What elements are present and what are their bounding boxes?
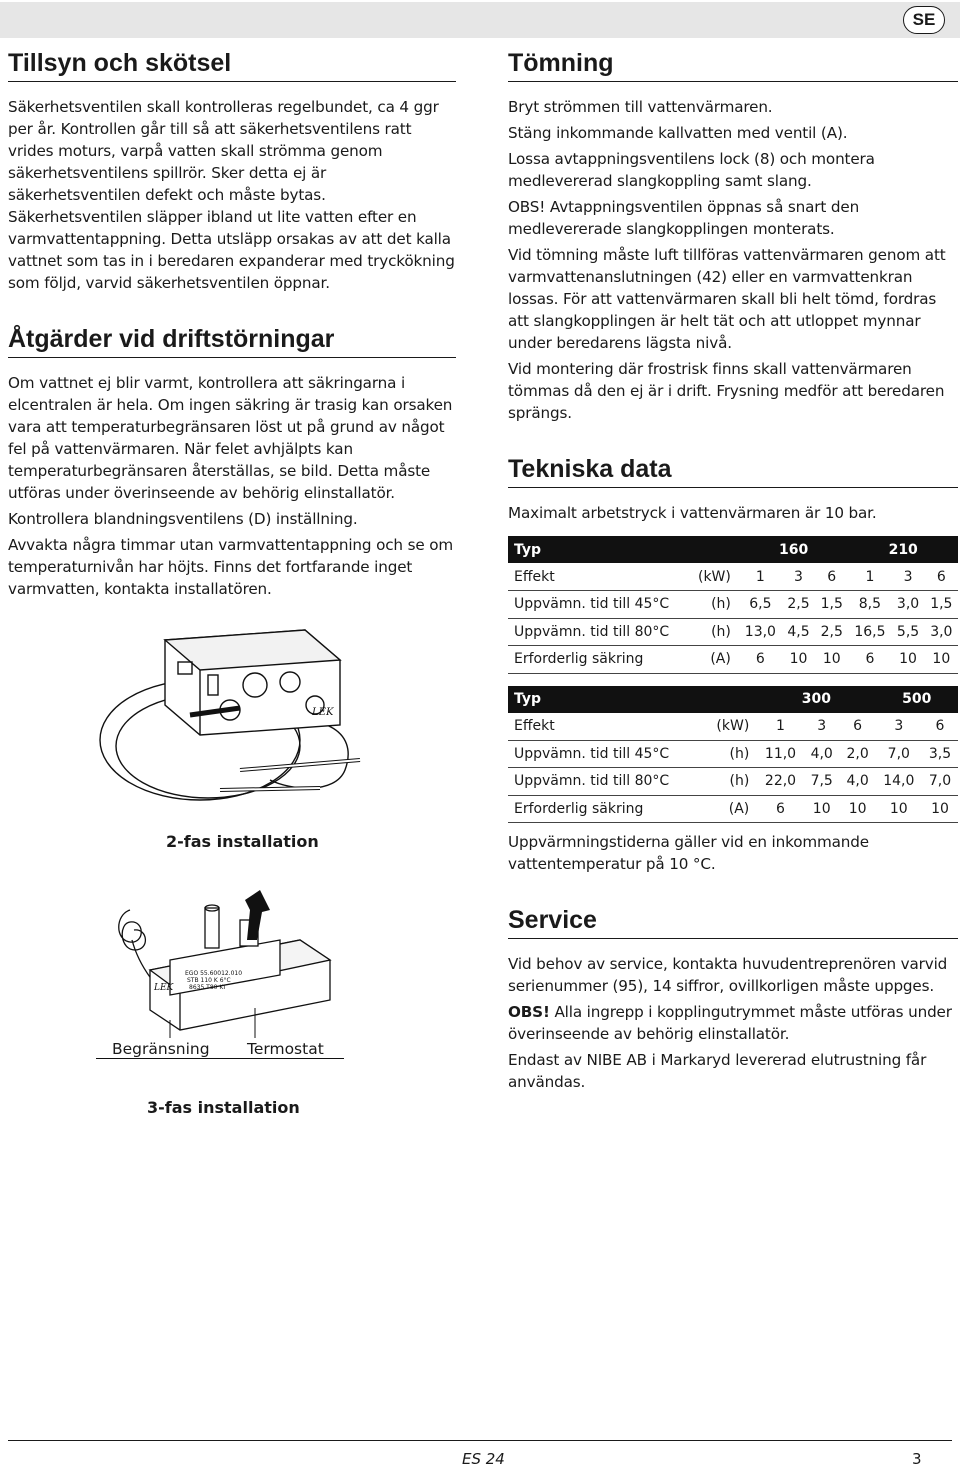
atgarder-paragraph-3: Avvakta några timmar utan varmvattentappning och se om temperaturnivån har höjts. Finns det fortfarande inget varmvatten, kontakta installatören.: [8, 536, 453, 598]
service-p2: [508, 1001, 958, 1045]
table-cell: 4,0: [804, 740, 840, 768]
table-cell: 16,5: [848, 618, 891, 646]
tomning-p2: Stäng inkommande kallvatten med ventil (A).: [508, 124, 848, 142]
section-title-tomning: Tömning: [508, 48, 958, 82]
table-cell: 5,5: [891, 618, 924, 646]
tomning-p5: Vid tömning måste luft tillföras vattenvärmaren genom att varmvattenanslutningen (42) eller en varmvattenkran lossas. För att vattenvärmaren skall bli helt tömd, fordras att slangkopplingen är helt tät och att utloppet mynnar under beredarens lägsta nivå.: [508, 246, 946, 352]
table-row: [508, 563, 958, 591]
table-header-typ: Typ: [508, 686, 704, 713]
row-unit: (A): [690, 646, 739, 674]
row-label: Effekt: [508, 563, 690, 591]
section-title-tekniska: Tekniska data: [508, 454, 958, 488]
table-cell: 10: [925, 646, 958, 674]
table-cell: 3: [876, 713, 922, 741]
service-p1: Vid behov av service, kontakta huvudentreprenören varvid serienummer (95), 14 siffror, ovillkorligen måste uppges.: [508, 955, 948, 995]
header-bar: [0, 2, 960, 38]
row-label: Erforderlig säkring: [508, 795, 704, 823]
tekniska-note: Uppvärmningstiderna gäller vid en inkommande vattentemperatur på 10 °C.: [508, 833, 869, 873]
right-column: [508, 48, 958, 1097]
page-number: 3: [912, 1450, 922, 1468]
table-cell: 4,5: [782, 618, 815, 646]
service-p3: Endast av NIBE AB i Markaryd levererad elutrustning får användas.: [508, 1051, 927, 1091]
row-label: Uppvämn. tid till 45°C: [508, 591, 690, 619]
row-label: Erforderlig säkring: [508, 646, 690, 674]
tomning-p6: Vid montering där frostrisk finns skall vattenvärmaren tömmas då den ej är i drift. Frysning medför att beredaren sprängs.: [508, 360, 945, 422]
row-unit: (h): [690, 618, 739, 646]
table-cell: 7,5: [804, 768, 840, 796]
table-cell: 6: [840, 713, 876, 741]
table-cell: 6: [848, 646, 891, 674]
fig2-label-termostat: Termostat: [247, 1040, 324, 1058]
thermostat-3fas-illustration: [110, 880, 340, 1050]
tekniska-intro: Maximalt arbetstryck i vattenvärmaren är 10 bar.: [508, 504, 877, 522]
footer-divider: [8, 1440, 952, 1441]
table-cell: 11,0: [757, 740, 803, 768]
table-header-typ: Typ: [508, 536, 690, 563]
row-unit: (h): [690, 591, 739, 619]
fig2-brand: LEK: [154, 983, 174, 993]
row-label: Uppvämn. tid till 80°C: [508, 618, 690, 646]
fig2-label-begransning: Begränsning: [112, 1040, 210, 1058]
table-cell: 3,5: [922, 740, 958, 768]
table-cell: 2,5: [782, 591, 815, 619]
table-cell: 6: [739, 646, 782, 674]
footer-document-id: ES 24: [462, 1450, 505, 1468]
row-unit: (h): [704, 768, 757, 796]
fig1-brand: LEK: [312, 707, 334, 718]
table-cell: 13,0: [739, 618, 782, 646]
table-cell: 6: [922, 713, 958, 741]
table-cell: 3,0: [925, 618, 958, 646]
fig2-plate-line3: 8635 T80 KI: [189, 984, 226, 991]
thermostat-2fas-illustration: [90, 620, 380, 830]
row-label: Uppvämn. tid till 45°C: [508, 740, 704, 768]
table-cell: 6,5: [739, 591, 782, 619]
table-cell: 22,0: [757, 768, 803, 796]
table-row: [508, 646, 958, 674]
table-cell: 10: [782, 646, 815, 674]
table-cell: 2,0: [840, 740, 876, 768]
table-cell: 14,0: [876, 768, 922, 796]
table-header-500: 500: [876, 686, 958, 713]
table-cell: 10: [815, 646, 848, 674]
table-cell: 7,0: [876, 740, 922, 768]
table-cell: 2,5: [815, 618, 848, 646]
table-row: [508, 618, 958, 646]
table-cell: 1: [757, 713, 803, 741]
table-cell: 3: [782, 563, 815, 591]
tomning-p3: Lossa avtappningsventilens lock (8) och montera medlevererad slangkoppling samt slang.: [508, 150, 875, 190]
fig1-caption: 2-fas installation: [166, 832, 319, 851]
table-cell: 3: [891, 563, 924, 591]
atgarder-paragraph-2: Kontrollera blandningsventilens (D) inställning.: [8, 510, 358, 528]
table-header-300: 300: [757, 686, 875, 713]
tomning-p1: Bryt strömmen till vattenvärmaren.: [508, 98, 773, 116]
table-cell: 1,5: [815, 591, 848, 619]
left-column: [8, 48, 456, 604]
atgarder-paragraph-1: Om vattnet ej blir varmt, kontrollera att säkringarna i elcentralen är hela. Om ingen säkring är trasig kan orsaken vara att temperaturbegränsaren löst ut på grund av något fel på vattenvärmaren. När felet avhjälpts kan temperaturbegränsaren återställas, se bild. Detta måste utföras under överinseende av behörig elinstallatör.: [8, 374, 453, 502]
reset-arrow-icon: [245, 890, 270, 940]
row-label: Effekt: [508, 713, 704, 741]
row-unit: (kW): [704, 713, 757, 741]
table-cell: 3: [804, 713, 840, 741]
table-cell: 8,5: [848, 591, 891, 619]
fig2-plate-line2: STB 110 K 6°C: [187, 977, 231, 984]
table-cell: 6: [815, 563, 848, 591]
table-header-160: 160: [739, 536, 849, 563]
table-header-210: 210: [848, 536, 958, 563]
section-title-service: Service: [508, 905, 958, 939]
table-row: [508, 740, 958, 768]
service-obs: OBS!: [508, 1003, 550, 1021]
table-cell: 7,0: [922, 768, 958, 796]
row-label: Uppvämn. tid till 80°C: [508, 768, 704, 796]
table-cell: 1: [739, 563, 782, 591]
table-row: [508, 768, 958, 796]
table-cell: 10: [891, 646, 924, 674]
table-cell: 6: [757, 795, 803, 823]
service-p2-text: Alla ingrepp i kopplingutrymmet måste utföras under överinseende av behörig elinstallatör.: [508, 1003, 952, 1043]
fig2-plate-line1: EGO 55.60012.010: [185, 970, 243, 977]
table-row: [508, 591, 958, 619]
spec-table-160-210: [508, 536, 958, 674]
table-cell: 4,0: [840, 768, 876, 796]
table-cell: 1: [848, 563, 891, 591]
table-row: [508, 795, 958, 823]
table-cell: 6: [925, 563, 958, 591]
table-row: [508, 713, 958, 741]
row-unit: (A): [704, 795, 757, 823]
section-title-atgarder: Åtgärder vid driftstörningar: [8, 324, 456, 358]
table-cell: 10: [922, 795, 958, 823]
table-cell: 10: [804, 795, 840, 823]
row-unit: (kW): [690, 563, 739, 591]
fig2-caption: 3-fas installation: [147, 1098, 300, 1117]
table-cell: 3,0: [891, 591, 924, 619]
table-cell: 1,5: [925, 591, 958, 619]
table-cell: 10: [876, 795, 922, 823]
tillsyn-paragraph: Säkerhetsventilen skall kontrolleras regelbundet, ca 4 ggr per år. Kontrollen går till så att säkerhetsventilens ratt vrides moturs, varpå vatten skall strömma genom säkerhetsventilens spillrör. Sker detta ej är säkerhetsventilen defekt och måste bytas. Säkerhetsventilen släpper ibland ut lite vatten efter en varmvattentappning. Detta utsläpp orsakas av att det kalla vattnet som tas in i beredaren expanderar med tryckökning som följd, varvid säkerhetsventilen öppnar.: [8, 98, 455, 292]
spec-table-300-500: [508, 686, 958, 824]
fig2-label-line: [96, 1058, 344, 1059]
language-badge: SE: [903, 6, 945, 34]
tomning-p4: OBS! Avtappningsventilen öppnas så snart den medlevererade slangkopplingen monterats.: [508, 198, 860, 238]
row-unit: (h): [704, 740, 757, 768]
section-title-tillsyn: Tillsyn och skötsel: [8, 48, 456, 82]
table-cell: 10: [840, 795, 876, 823]
